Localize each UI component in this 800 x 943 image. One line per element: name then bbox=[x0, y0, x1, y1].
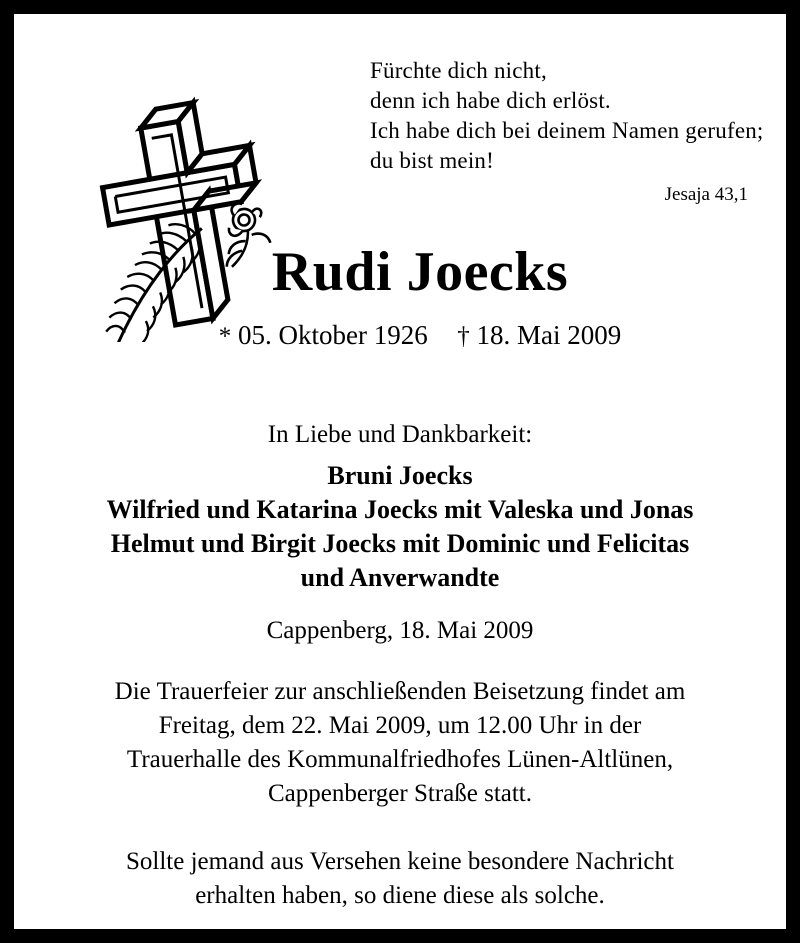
family-member-line: Bruni Joecks bbox=[327, 461, 473, 490]
bible-verse bbox=[370, 56, 764, 206]
ceremony-line: Cappenberger Straße statt. bbox=[267, 780, 533, 807]
ceremony-line: Freitag, dem 22. Mai 2009, um 12.00 Uhr in der bbox=[158, 712, 642, 739]
verse-line: du bist mein! bbox=[370, 148, 494, 173]
ceremony-details bbox=[40, 675, 760, 811]
verse-line: Fürchte dich nicht, bbox=[370, 58, 547, 83]
place-and-date: Cappenberg, 18. Mai 2009 bbox=[266, 617, 534, 644]
deceased-name: Rudi Joecks bbox=[271, 241, 569, 303]
death-date: 18. Mai 2009 bbox=[476, 320, 622, 350]
death-symbol: † bbox=[457, 323, 470, 350]
cross-icon bbox=[48, 82, 318, 342]
family-list bbox=[40, 459, 760, 595]
closing-line: Sollte jemand aus Versehen keine besondere Nachricht bbox=[126, 848, 674, 875]
verse-line: denn ich habe dich erlöst. bbox=[370, 88, 611, 113]
closing-line: erhalten haben, so diene diese als solche. bbox=[195, 882, 605, 909]
ceremony-line: Die Trauerfeier zur anschließenden Beisetzung findet am bbox=[114, 678, 686, 705]
dedication-text: In Liebe und Dankbarkeit: bbox=[267, 421, 533, 448]
verse-reference: Jesaja 43,1 bbox=[664, 184, 748, 205]
family-member-line: Wilfried und Katarina Joecks mit Valeska und Jonas bbox=[106, 495, 694, 524]
family-member-line: Helmut und Birgit Joecks mit Dominic und Felicitas bbox=[110, 529, 690, 558]
obituary-inner bbox=[14, 14, 786, 929]
birth-date: 05. Oktober 1926 bbox=[238, 320, 428, 350]
cross-illustration bbox=[48, 82, 318, 342]
birth-symbol: * bbox=[218, 323, 232, 350]
closing-notice bbox=[40, 845, 760, 913]
ceremony-line: Trauerhalle des Kommunalfriedhofes Lünen-Altlünen, bbox=[126, 746, 674, 773]
verse-line: Ich habe dich bei deinem Namen gerufen; bbox=[370, 118, 764, 143]
family-member-line: und Anverwandte bbox=[300, 563, 500, 592]
